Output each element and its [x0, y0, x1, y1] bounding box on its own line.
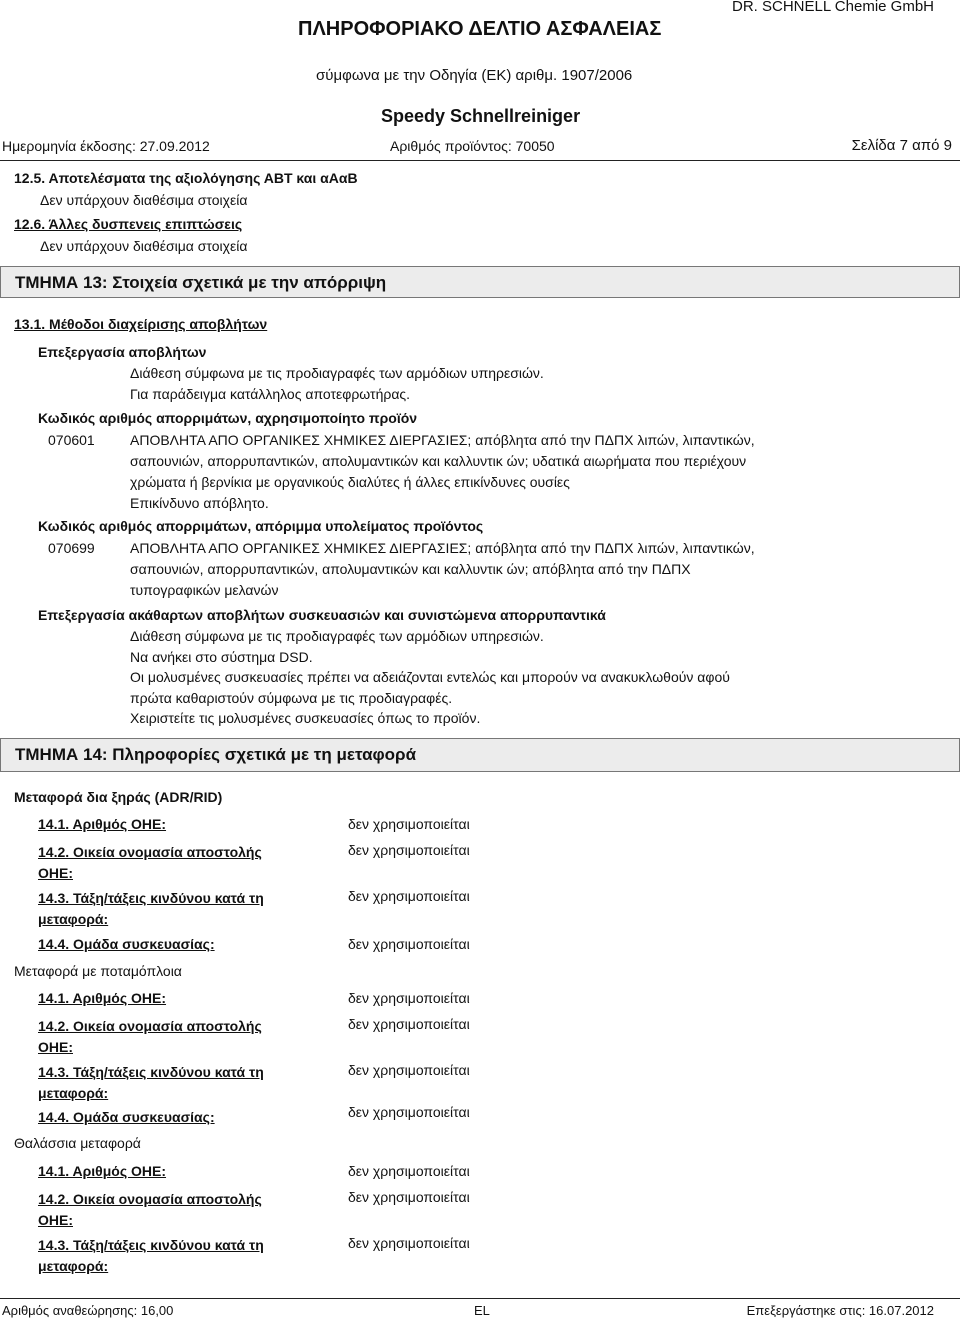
packaging-line: Οι μολυσμένες συσκευασίες πρέπει να αδειάζονται εντελώς και μπορούν να ανακυκλωθούν αφού [130, 669, 730, 685]
shipping-name-value: δεν χρησιμοποιείται [348, 842, 470, 858]
waste-code-description: σαπουνιών, απορρυπαντικών, απολυμαντικών και καλλυντικ ών; υδατικά αιωρήματα που περιέχουν [130, 453, 747, 469]
packaging-line: Διάθεση σύμφωνα με τις προδιαγραφές των αρμόδιων υπηρεσιών. [130, 628, 544, 644]
un-number-label: 14.1. Αριθμός ΟΗΕ: [38, 1163, 167, 1179]
un-number-label: 14.1. Αριθμός ΟΗΕ: [38, 990, 167, 1006]
packaging-line: Να ανήκει στο σύστημα DSD. [130, 649, 313, 665]
packaging-heading: Επεξεργασία ακάθαρτων αποβλήτων συσκευασιών και συνιστώμενα απορρυπαντικά [38, 607, 606, 623]
waste-code-description: ΑΠΟΒΛΗΤΑ ΑΠΟ ΟΡΓΑΝΙΚΕΣ ΧΗΜΙΚΕΣ ΔΙΕΡΓΑΣΙΕΣ; απόβλητα από την ΠΔΠΧ λιπών, λιπαντικών, [130, 540, 755, 556]
company-name: DR. SCHNELL Chemie GmbH [732, 0, 934, 15]
regulation-reference: σύμφωνα με την Οδηγία (ΕΚ) αριθμ. 1907/2006 [316, 67, 633, 84]
footer-divider [0, 1298, 960, 1299]
waste-code: 070699 [48, 540, 95, 556]
waste-treatment-line: Διάθεση σύμφωνα με τις προδιαγραφές των αρμόδιων υπηρεσιών. [130, 365, 544, 381]
waste-code-description: Επικίνδυνο απόβλητο. [130, 495, 269, 511]
subsection-13-1-heading: 13.1. Μέθοδοι διαχείρισης αποβλήτων [14, 316, 268, 332]
waste-treatment-line: Για παράδειγμα κατάλληλος αποτεφρωτήρας. [130, 386, 411, 402]
header-divider [0, 160, 960, 161]
waste-code-description: ΑΠΟΒΛΗΤΑ ΑΠΟ ΟΡΓΑΝΙΚΕΣ ΧΗΜΙΚΕΣ ΔΙΕΡΓΑΣΙΕΣ; απόβλητα από την ΠΔΠΧ λιπών, λιπαντικών, [130, 432, 755, 448]
section-14-band [0, 738, 960, 772]
section-14-title: ΤΜΗΜΑ 14: Πληροφορίες σχετικά με τη μεταφορά [15, 745, 417, 764]
shipping-name-label: 14.2. Οικεία ονομασία αποστολής ΟΗΕ: [38, 844, 262, 881]
hazard-class-value: δεν χρησιμοποιείται [348, 1062, 470, 1078]
subsection-12-6-text: Δεν υπάρχουν διαθέσιμα στοιχεία [40, 238, 248, 254]
subsection-12-5-heading: 12.5. Αποτελέσματα της αξιολόγησης ΑΒΤ και αΑαΒ [14, 170, 358, 186]
language-code: EL [474, 1303, 490, 1318]
section-13-title: ΤΜΗΜΑ 13: Στοιχεία σχετικά με την απόρριψη [15, 273, 387, 292]
hazard-class-label: 14.3. Τάξη/τάξεις κινδύνου κατά τη μεταφορά: [38, 890, 264, 927]
sea-transport-title: Θαλάσσια μεταφορά [14, 1135, 141, 1151]
residue-code-heading: Κωδικός αριθμός απορριμάτων, απόριμμα υπολείματος προϊόντος [38, 518, 484, 534]
shipping-name-label: 14.2. Οικεία ονομασία αποστολής ΟΗΕ: [38, 1018, 262, 1055]
issue-date: Ημερομηνία έκδοσης: 27.09.2012 [2, 138, 210, 154]
subsection-12-6-heading: 12.6. Άλλες δυσπενεις επιπτώσεις [14, 216, 243, 232]
hazard-class-label: 14.3. Τάξη/τάξεις κινδύνου κατά τη μεταφορά: [38, 1064, 264, 1101]
page-number: Σελίδα 7 από 9 [851, 137, 952, 154]
inland-waterway-title: Μεταφορά με ποταμόπλοια [14, 963, 182, 979]
packing-group-value: δεν χρησιμοποιείται [348, 1104, 470, 1120]
waste-code-description: τυπογραφικών μελανών [130, 582, 279, 598]
document-title: ΠΛΗΡΟΦΟΡΙΑΚΟ ΔΕΛΤΙΟ ΑΣΦΑΛΕΙΑΣ [298, 18, 662, 40]
product-name: Speedy Schnellreiniger [381, 106, 581, 126]
shipping-name-label: 14.2. Οικεία ονομασία αποστολής ΟΗΕ: [38, 1191, 262, 1228]
subsection-12-5-text: Δεν υπάρχουν διαθέσιμα στοιχεία [40, 192, 248, 208]
waste-treatment-heading: Επεξεργασία αποβλήτων [38, 344, 207, 360]
revision-number: Αριθμός αναθεώρησης: 16,00 [2, 1303, 174, 1318]
un-number-value: δεν χρησιμοποιείται [348, 990, 470, 1006]
shipping-name-value: δεν χρησιμοποιείται [348, 1189, 470, 1205]
un-number-value: δεν χρησιμοποιείται [348, 816, 470, 832]
shipping-name-value: δεν χρησιμοποιείται [348, 1016, 470, 1032]
packing-group-label: 14.4. Ομάδα συσκευασίας: [38, 1109, 215, 1125]
packaging-line: Χειριστείτε τις μολυσμένες συσκευασίες όπως το προϊόν. [130, 710, 481, 726]
packing-group-value: δεν χρησιμοποιείται [348, 936, 470, 952]
waste-code-description: σαπουνιών, απορρυπαντικών, απολυμαντικών και καλλυντικ ών; απόβλητα από την ΠΔΠΧ [130, 561, 691, 577]
packaging-line: πρώτα καθαριστούν σύμφωνα με τις προδιαγραφές. [130, 690, 453, 706]
un-number-value: δεν χρησιμοποιείται [348, 1163, 470, 1179]
product-number: Αριθμός προϊόντος: 70050 [390, 138, 555, 154]
road-transport-title: Μεταφορά δια ξηράς (ADR/RID) [14, 789, 223, 805]
hazard-class-value: δεν χρησιμοποιείται [348, 888, 470, 904]
waste-code-description: χρώματα ή βερνίκια με οργανικούς διαλύτες ή άλλες επικίνδυνες ουσίες [130, 474, 570, 490]
packing-group-label: 14.4. Ομάδα συσκευασίας: [38, 936, 215, 952]
unused-product-code-heading: Κωδικός αριθμός απορριμάτων, αχρησιμοποίητο προϊόν [38, 410, 418, 426]
section-13-band [0, 266, 960, 298]
hazard-class-label: 14.3. Τάξη/τάξεις κινδύνου κατά τη μεταφορά: [38, 1237, 264, 1274]
un-number-label: 14.1. Αριθμός ΟΗΕ: [38, 816, 167, 832]
processed-date: Επεξεργάστηκε στις: 16.07.2012 [746, 1303, 934, 1318]
hazard-class-value: δεν χρησιμοποιείται [348, 1235, 470, 1251]
waste-code: 070601 [48, 432, 95, 448]
